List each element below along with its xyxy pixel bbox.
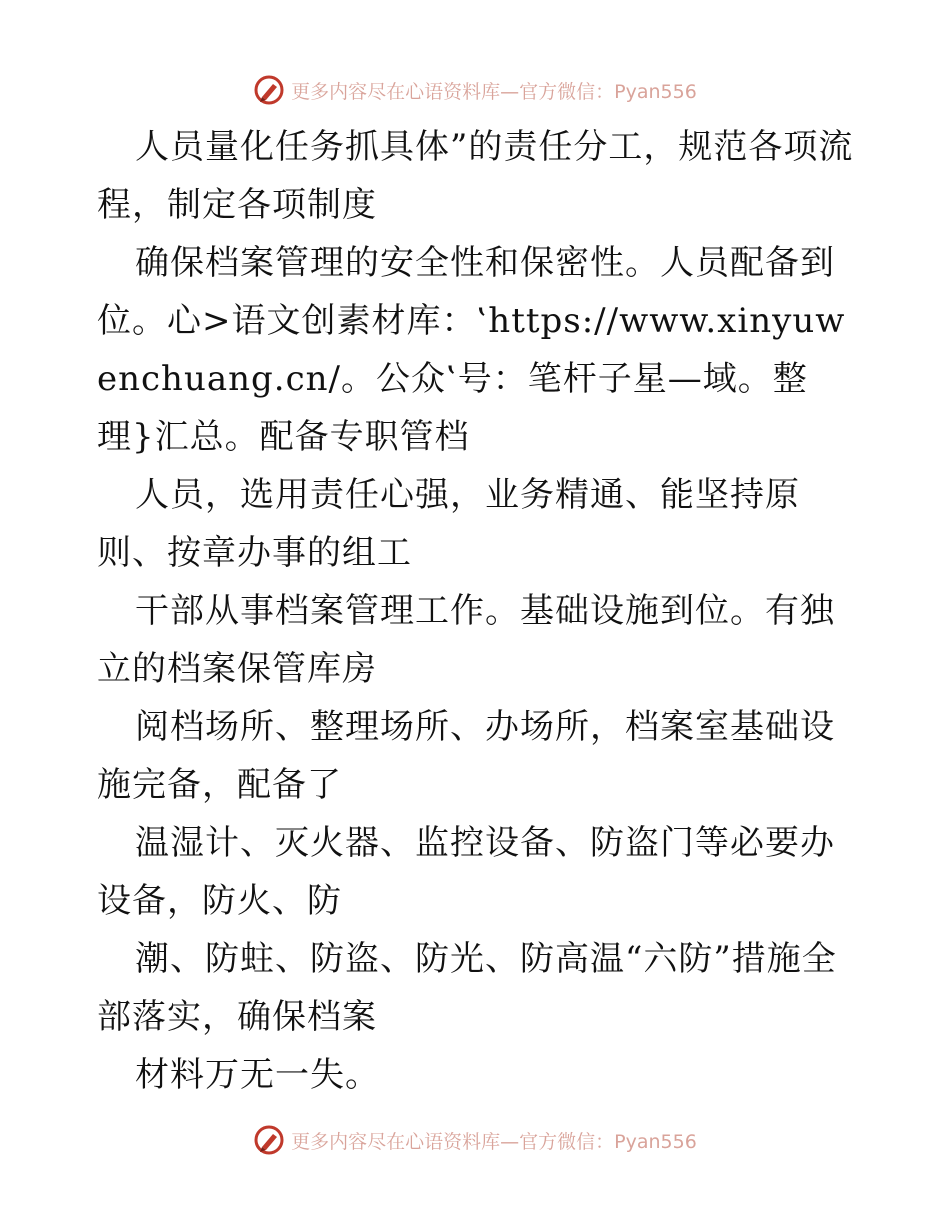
document-body — [97, 118, 857, 1104]
paragraph: 阅档场所、整理场所、办场所，档案室基础设施完备，配备了 — [97, 707, 835, 805]
paragraph: 温湿计、灭火器、监控设备、防盗门等必要办设备，防火、防 — [97, 823, 835, 921]
paragraph: 潮、防蛀、防盗、防光、防高温“六防”措施全部落实，确保档案 — [97, 939, 837, 1037]
header-watermark — [0, 70, 950, 110]
header-watermark-text: 更多内容尽在心语资料库—官方微信：Pyan556 — [291, 80, 697, 103]
paragraph: 材料万无一失。 — [135, 1055, 380, 1095]
paragraph: 确保档案管理的安全性和保密性。人员配备到位。心>语文创素材库：‛https://www.xinyuwenchuang.cn/。公众‛号：笔杆子星—域。整理}汇总。配备专职管档 — [97, 243, 846, 457]
footer-watermark — [0, 1120, 950, 1160]
pen-logo-icon — [253, 74, 285, 106]
paragraph: 干部从事档案管理工作。基础设施到位。有独立的档案保管库房 — [97, 591, 835, 689]
paragraph: 人员，选用责任心强，业务精通、能坚持原则、按章办事的组工 — [97, 475, 800, 573]
footer-watermark-text: 更多内容尽在心语资料库—官方微信：Pyan556 — [291, 1130, 697, 1153]
paragraph: 人员量化任务抓具体”的责任分工，规范各项流程，制定各项制度 — [97, 127, 854, 225]
pen-logo-icon — [253, 1124, 285, 1156]
